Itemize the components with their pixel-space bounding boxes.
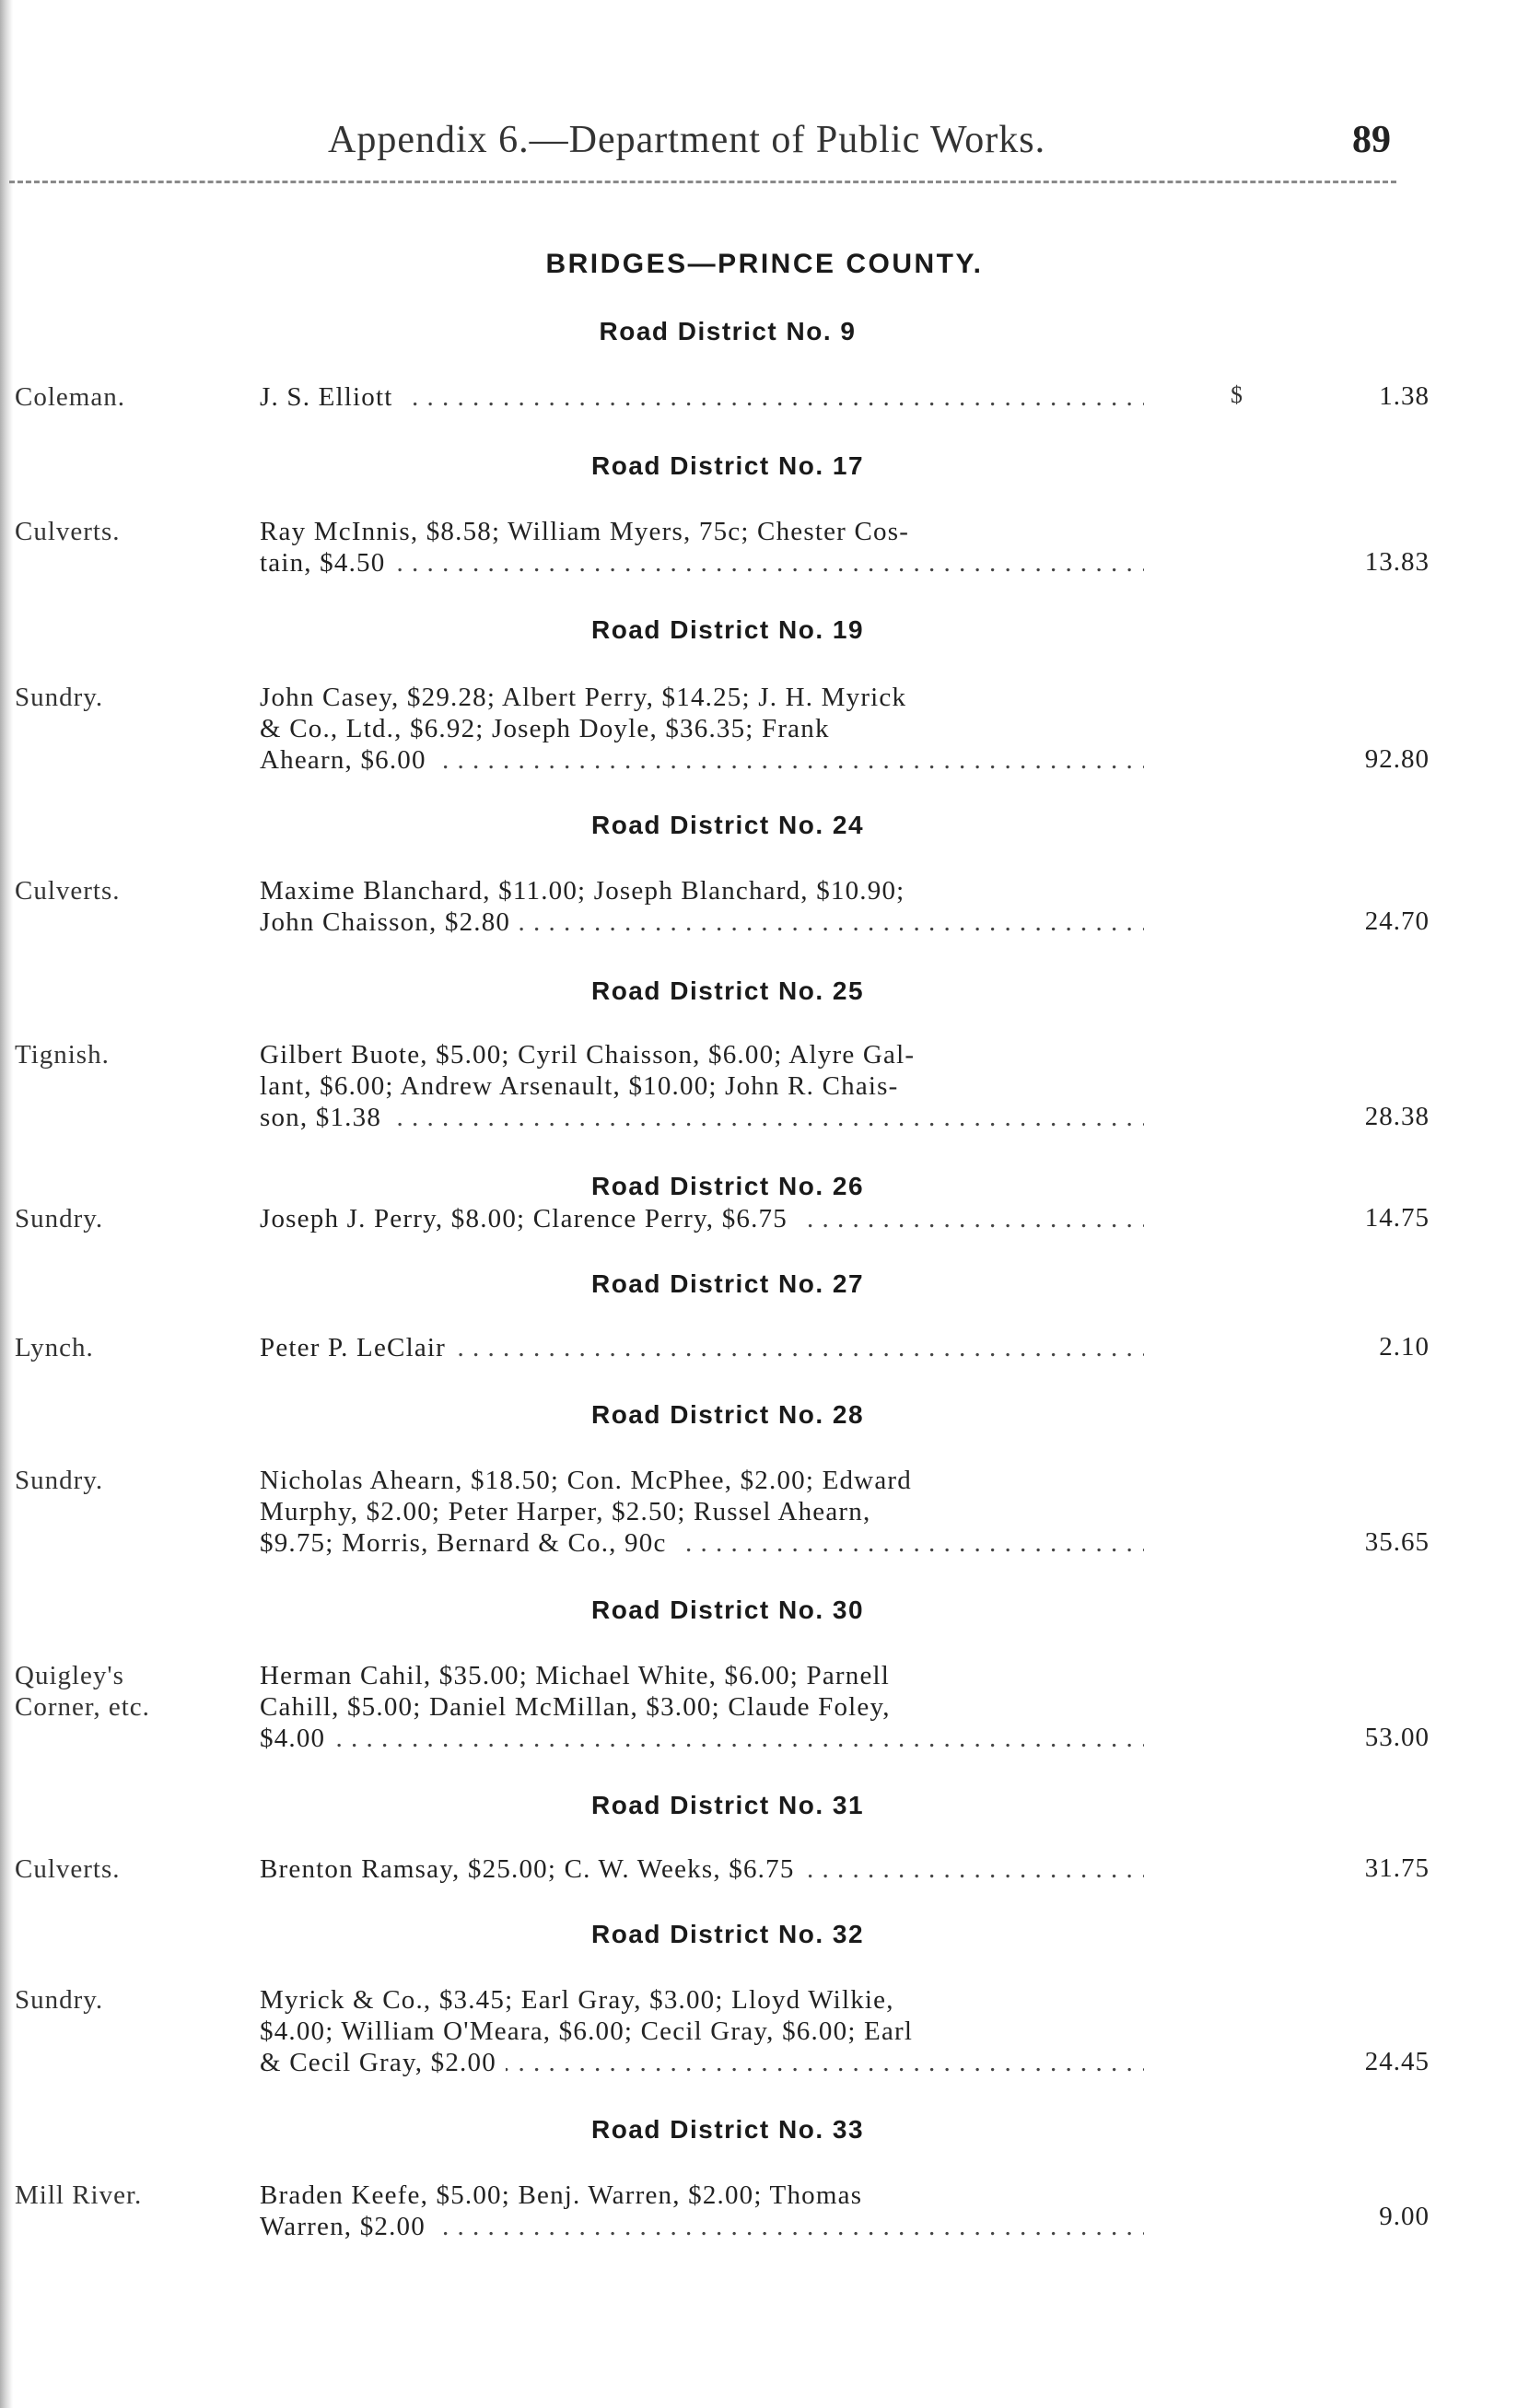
entry-location: Sundry.: [15, 683, 104, 712]
currency-symbol: $: [1231, 381, 1243, 408]
entry-line: Warren, $2.00: [260, 2212, 435, 2241]
entry-location: Culverts.: [15, 517, 121, 546]
entry-line: $4.00: [260, 1724, 334, 1753]
entry-amount: 35.65: [1364, 1527, 1430, 1557]
section-title: BRIDGES—PRINCE COUNTY.: [545, 249, 984, 279]
entry-line: Ahearn, $6.00: [260, 745, 436, 775]
entry-line: Gilbert Buote, $5.00; Cyril Chaisson, $6.00; Alyre Gal-: [260, 1040, 924, 1070]
entry-amount: 13.83: [1364, 547, 1430, 577]
entry-description: [260, 1203, 1144, 1234]
entry-line: son, $1.38: [260, 1103, 391, 1132]
entry-amount: 14.75: [1364, 1203, 1430, 1233]
entry-location: Sundry.: [15, 1466, 104, 1495]
district-heading: Road District No. 9: [599, 317, 857, 345]
entry-location: Culverts.: [15, 1854, 121, 1884]
district-heading: Road District No. 19: [590, 615, 865, 644]
entry-line: Myrick & Co., $3.45; Earl Gray, $3.00; Lloyd Wilkie,: [260, 1985, 904, 2015]
entry-line: Brenton Ramsay, $25.00; C. W. Weeks, $6.75: [260, 1854, 804, 1884]
district-heading: Road District No. 33: [590, 2115, 865, 2144]
entry-line: J. S. Elliott: [260, 382, 403, 412]
entry-location: Sundry.: [15, 1204, 104, 1233]
entry-location: Coleman.: [15, 382, 125, 412]
entry-amount: 24.70: [1364, 906, 1430, 936]
entry-description: [260, 516, 1144, 579]
district-heading: Road District No. 31: [590, 1791, 865, 1819]
entry-line: Peter P. LeClair: [260, 1333, 455, 1362]
district-heading: Road District No. 32: [590, 1920, 865, 1948]
entry-description: [260, 1660, 1144, 1754]
entry-description: [260, 1332, 1144, 1363]
entry-line: Ray McInnis, $8.58; William Myers, 75c; Chester Cos-: [260, 517, 918, 546]
entry-line: Braden Keefe, $5.00; Benj. Warren, $2.00; Thomas: [260, 2180, 871, 2210]
entry-line: John Chaisson, $2.80: [260, 907, 519, 937]
page-number: 89: [1352, 119, 1391, 161]
entry-description: [260, 682, 1144, 776]
running-head: Appendix 6.—Department of Public Works.: [328, 119, 1046, 161]
district-heading: Road District No. 26: [590, 1172, 865, 1200]
entry-line: Maxime Blanchard, $11.00; Joseph Blanchard, $10.90;: [260, 876, 914, 906]
district-heading: Road District No. 30: [590, 1596, 865, 1624]
entry-location: Quigley's Corner, etc.: [15, 1661, 150, 1722]
entry-amount: 53.00: [1364, 1723, 1430, 1752]
district-heading: Road District No. 27: [590, 1269, 865, 1298]
entry-location: Tignish.: [15, 1040, 110, 1070]
entry-amount: 28.38: [1364, 1102, 1430, 1131]
header-rule: [9, 181, 1396, 183]
entry-line: $9.75; Morris, Bernard & Co., 90c: [260, 1528, 676, 1558]
entry-amount: 24.45: [1364, 2047, 1430, 2076]
entry-amount: 1.38: [1379, 381, 1430, 411]
entry-description: [260, 1465, 1144, 1559]
entry-line: & Cecil Gray, $2.00: [260, 2048, 506, 2077]
district-heading: Road District No. 17: [590, 451, 865, 480]
entry-line: Cahill, $5.00; Daniel McMillan, $3.00; Claude Foley,: [260, 1692, 900, 1722]
entry-line: tain, $4.50: [260, 548, 394, 578]
district-heading: Road District No. 28: [590, 1400, 865, 1429]
entry-description: [260, 1853, 1144, 1885]
entry-line: Herman Cahil, $35.00; Michael White, $6.00; Parnell: [260, 1661, 899, 1690]
district-heading: Road District No. 24: [590, 811, 865, 839]
entry-line: John Casey, $29.28; Albert Perry, $14.25; J. H. Myrick: [260, 683, 916, 712]
entry-amount: 92.80: [1364, 744, 1430, 774]
page-edge-shadow: [0, 0, 13, 2408]
entry-line: & Co., Ltd., $6.92; Joseph Doyle, $36.35; Frank: [260, 714, 839, 743]
entry-amount: 2.10: [1379, 1332, 1430, 1362]
entry-description: [260, 2180, 1144, 2242]
entry-description: [260, 875, 1144, 938]
entry-line: Murphy, $2.00; Peter Harper, $2.50; Russel Ahearn,: [260, 1497, 880, 1526]
entry-description: [260, 1039, 1144, 1133]
entry-line: $4.00; William O'Meara, $6.00; Cecil Gray, $6.00; Earl: [260, 2016, 922, 2046]
entry-description: [260, 1984, 1144, 2078]
district-heading: Road District No. 25: [590, 976, 865, 1005]
entry-location: Sundry.: [15, 1985, 104, 2015]
entry-amount: 31.75: [1364, 1853, 1430, 1883]
entry-description: [260, 381, 1144, 413]
entry-amount: 9.00: [1379, 2202, 1430, 2231]
entry-location: Lynch.: [15, 1333, 94, 1362]
entry-location: Mill River.: [15, 2180, 143, 2210]
entry-location: Culverts.: [15, 876, 121, 906]
entry-line: Nicholas Ahearn, $18.50; Con. McPhee, $2.00; Edward: [260, 1466, 921, 1495]
entry-line: Joseph J. Perry, $8.00; Clarence Perry, $6.75: [260, 1204, 797, 1233]
entry-line: lant, $6.00; Andrew Arsenault, $10.00; John R. Chais-: [260, 1071, 908, 1101]
